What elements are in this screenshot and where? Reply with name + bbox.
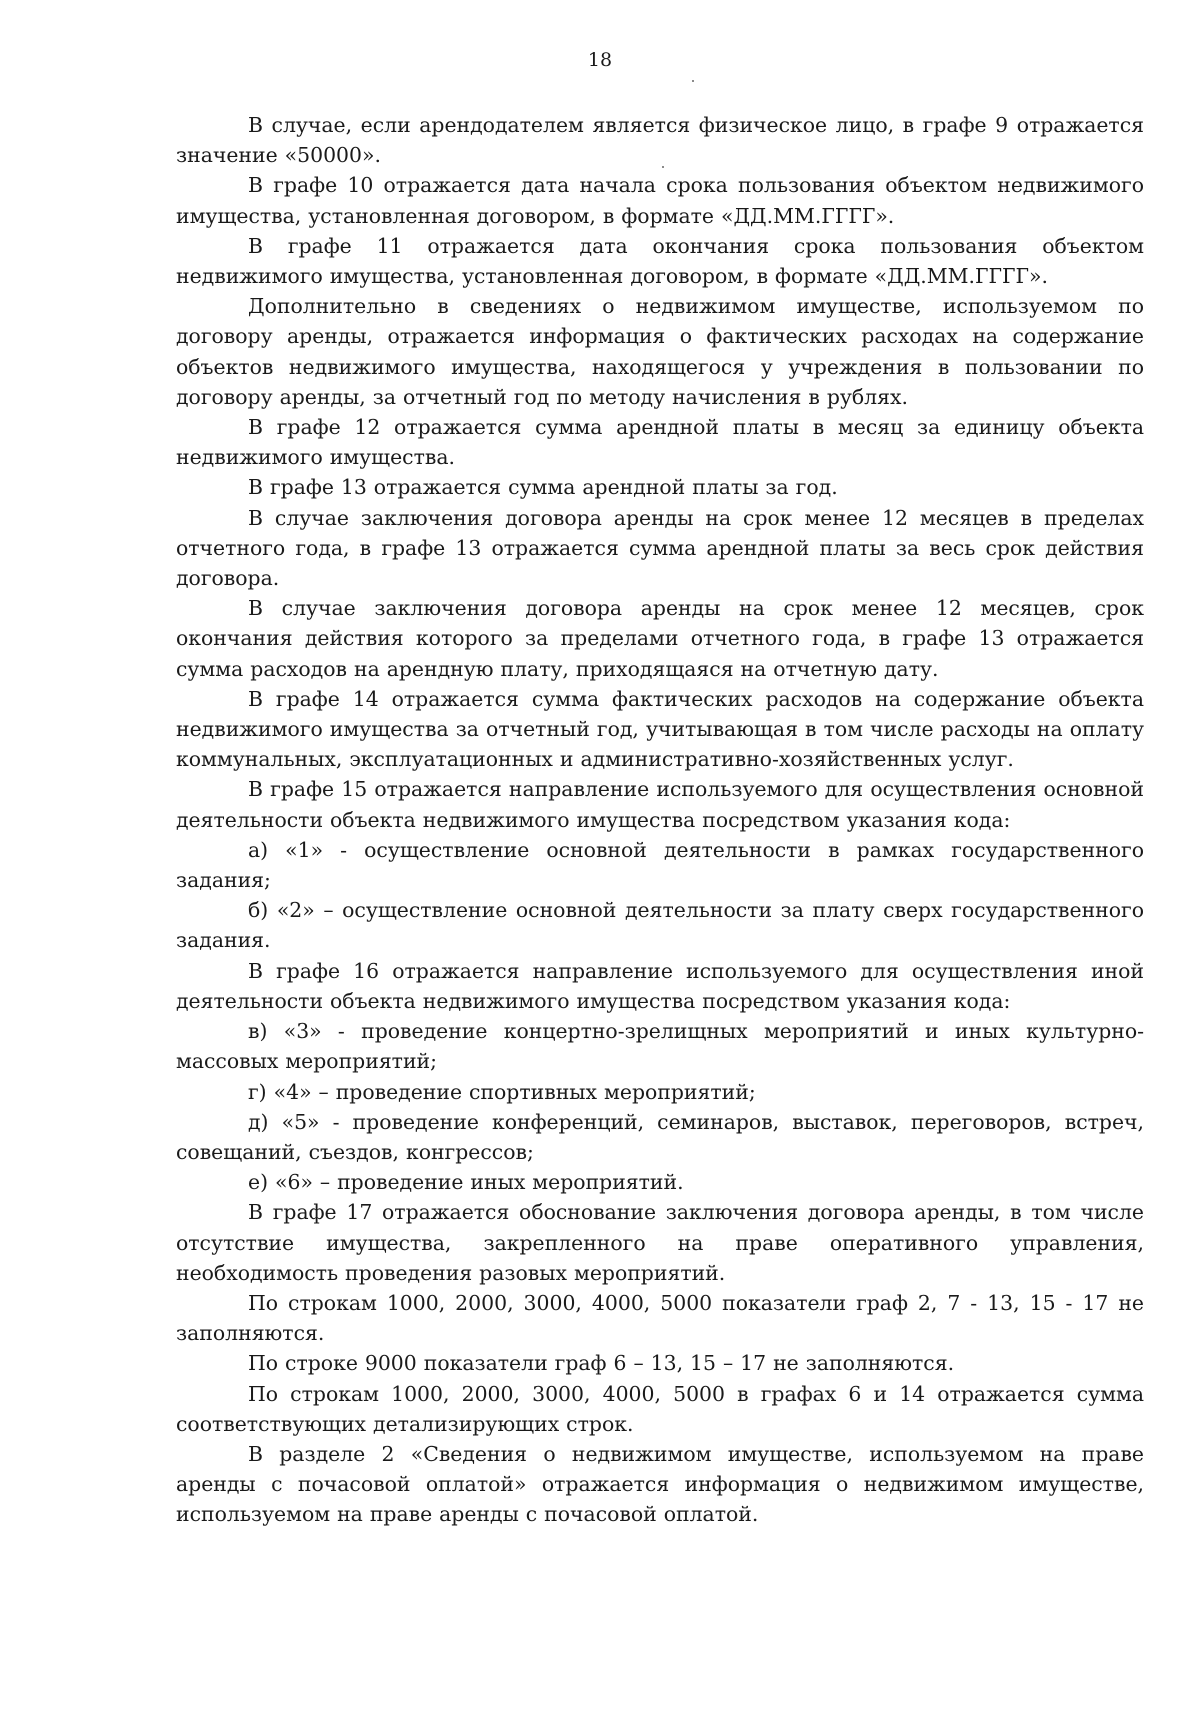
paragraph: В графе 13 отражается сумма арендной платы за год. xyxy=(248,475,838,500)
paragraph: По строкам 1000, 2000, 3000, 4000, 5000 показатели граф 2, 7 - 13, 15 - 17 не заполняются. xyxy=(176,1290,1144,1346)
paragraph: В случае заключения договора аренды на срок менее 12 месяцев в пределах отчетного года, в графе 13 отражается сумма арендной платы за весь срок действия договора. xyxy=(176,505,1144,591)
paragraph: По строкам 1000, 2000, 3000, 4000, 5000 в графах 6 и 14 отражается сумма соответствующих детализирующих строк. xyxy=(176,1381,1144,1436)
paragraph: В графе 16 отражается направление используемого для осуществления иной деятельности объекта недвижимого имущества посредством указания кода: xyxy=(176,958,1144,1013)
list-item: д) «5» - проведение конференций, семинаров, выставок, переговоров, встреч, совещаний, съездов, конгрессов; xyxy=(176,1109,1144,1164)
list-item: г) «4» – проведение спортивных мероприятий; xyxy=(248,1079,756,1104)
paragraph: В случае, если арендодателем является физическое лицо, в графе 9 отражается значение «50000». xyxy=(176,113,1144,168)
paragraph: В графе 15 отражается направление используемого для осуществления основной деятельности объекта недвижимого имущества посредством указания кода: xyxy=(176,777,1144,832)
paragraph: По строке 9000 показатели граф 6 – 13, 15 – 17 не заполняются. xyxy=(248,1351,955,1376)
scan-artifact-dot xyxy=(692,80,694,82)
paragraph: В графе 17 отражается обоснование заключения договора аренды, в том числе отсутствие имущества, закрепленного на праве оперативного управления, необходимость проведения разовых мероприятий. xyxy=(176,1200,1144,1285)
list-item: е) «6» – проведение иных мероприятий. xyxy=(248,1170,684,1195)
paragraph: В графе 14 отражается сумма фактических расходов на содержание объекта недвижимого имущества за отчетный год, учитывающая в том числе расходы на оплату коммунальных, эксплуатационных и административно-хозяйственных услуг. xyxy=(176,686,1144,772)
scan-artifact-dot xyxy=(662,166,664,168)
paragraph: Дополнительно в сведениях о недвижимом имуществе, используемом по договору аренды, отражается информация о фактических расходах на содержание объектов недвижимого имущества, находящегося у учреждения в пользовании по договору аренды, за отчетный год по методу начисления в рублях. xyxy=(176,294,1144,409)
page-number: 18 xyxy=(587,49,613,71)
list-item: а) «1» - осуществление основной деятельности в рамках государственного задания; xyxy=(176,837,1144,893)
document-body xyxy=(176,110,1144,1530)
paragraph: В графе 11 отражается дата окончания срока пользования объектом недвижимого имущества, установленная договором, в формате «ДД.ММ.ГГГГ». xyxy=(176,233,1144,289)
paragraph: В графе 12 отражается сумма арендной платы в месяц за единицу объекта недвижимого имущества. xyxy=(176,415,1144,470)
list-item: б) «2» – осуществление основной деятельности за плату сверх государственного задания. xyxy=(176,898,1144,953)
paragraph: В случае заключения договора аренды на срок менее 12 месяцев, срок окончания действия которого за пределами отчетного года, в графе 13 отражается сумма расходов на арендную плату, приходящаяся на отчетную дату. xyxy=(176,596,1144,681)
paragraph: В разделе 2 «Сведения о недвижимом имуществе, используемом на праве аренды с почасовой оплатой» отражается информация о недвижимом имуществе, используемом на праве аренды с почасовой оплатой. xyxy=(176,1441,1144,1527)
list-item: в) «3» - проведение концертно-зрелищных мероприятий и иных культурно-массовых мероприятий; xyxy=(176,1019,1144,1074)
paragraph: В графе 10 отражается дата начала срока пользования объектом недвижимого имущества, установленная договором, в формате «ДД.ММ.ГГГГ». xyxy=(176,173,1144,228)
